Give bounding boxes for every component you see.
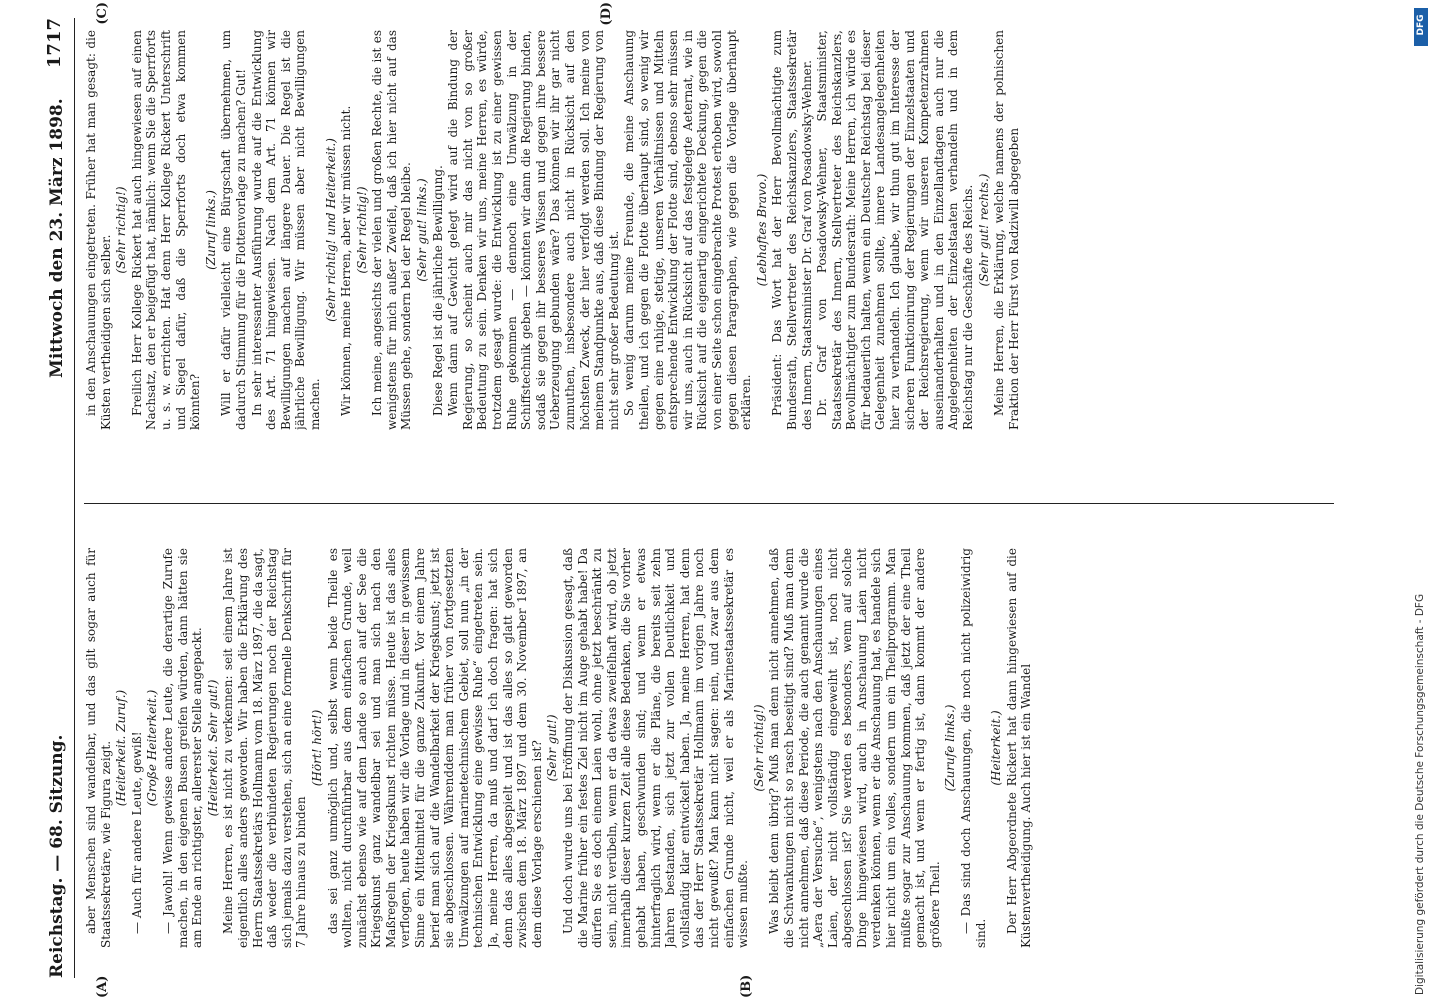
paragraph: Der Herr Abgeordnete Rickert hat dann hingewiesen auf die Küstenvertheidigung. Auch hier ist ein Wandel [1004, 548, 1034, 948]
margin-mark-b: (B) [739, 974, 754, 998]
paragraph: Und doch wurde uns bei Eröffnung der Diskussion gesagt, daß die Marine früher ein festes Ziel nicht im Auge gehabt habe! Da dürfen Sie es doch einem Laien wohl, ohne jetzt beschränkt zu sein, nicht verübeln, wenn er da etwas zweifelhaft wird, ob jetzt innerhalb dieser kurzen Zeit alle diese Bedenken, die Sie vorher gehabt haben, geschwunden sind; und wenn er etwas hinterfraglich wird, wenn er die Pläne, die bereits seit zehn Jahren bestanden, sich jetzt zur vollen Deutlichkeit und vollständig klar entwickelt haben. Ja, meine Herren, hat denn das der Herr Staatssekretär Hollmann im vorigen Jahre noch nicht gewußt? Man kann nicht sagen: nein, und zwar aus dem einfachen Grunde nicht, weil er als Marinestaatssekretär es wissen mußte. [561, 548, 751, 948]
margin-mark-c: (C) [95, 2, 110, 25]
paragraph: Diese Regel ist die jährliche Bewilligung. [430, 165, 445, 416]
page-number: 1717 [44, 18, 65, 69]
stage-direction: (Sehr richtig!) [751, 704, 766, 792]
digitization-credit: Digitalisierung gefördert durch die Deutsche Forschungsgemeinschaft - DFG [1414, 593, 1426, 995]
header-date: Mittwoch den 23. März 1898. [47, 98, 67, 378]
dfg-logo-text: DFG [1416, 14, 1426, 36]
stage-direction: (Sehr gut! rechts.) [976, 173, 991, 287]
paragraph: Freilich Herr Kollege Rickert hat auch hingewiesen auf einen Nachsatz, den er beigefügt hat, nämlich: wenn Sie die Sperrforts u. s. w. errichten. Hat denn Herr Kollege Rickert Unterschrift und Siegel dafür, daß die Sperrforts doch etwa kommen könnten? [129, 30, 203, 430]
stage-direction: (Heiterkeit. Sehr gut!) [205, 679, 220, 817]
paragraph: — Jawohl! Wenn gewisse andere Leute, die derartige Zurufe machen, in den eigenen Busen greifen würden, dann hätten sie am Ende an richtigster, allererster Stelle angepackt. [160, 548, 205, 948]
stage-direction: (Zurufe links.) [943, 704, 958, 792]
text-column-right [84, 30, 1344, 430]
paragraph: Meine Herren, es ist nicht zu verkennen: seit einem Jahre ist eigentlich alles anders geworden. Wir haben die Erklärung des Herrn Staatssekretärs Hollmann vom 18. März 1897, die da sagt, daß weder die verbündeten Regierungen noch der Reichstag sich jemals dazu verstehen, sich an eine formelle Denkschrift für 7 Jahre hinaus zu binden [221, 548, 309, 948]
stage-direction: (Hört! hört!) [309, 709, 324, 787]
paragraph: Was bleibt denn übrig? Muß man denn nicht annehmen, daß die Schwankungen nicht so rasch beseitigt sind? Muß man denn nicht annehmen, daß diese Periode, die auch genannt wurde die „Aera der Versuche“, wenigstens nach den Anschauungen eines Laien, der nicht vollständig eingeweiht ist, noch nicht abgeschlossen ist? Sie werden es besonders, wenn auf solche Dinge hingewiesen wird, auch in Anschauung Laien nicht verdenken können, wenn er die Anschauung hat, es handele sich hier nicht um ein volles, sondern um ein Theilprogramm. Man müßte sogar zur Anschauung kommen, daß jetzt der eine Theil gemacht ist, und wenn er fertig ist, dann kommt der andere größere Theil. [767, 548, 942, 948]
paragraph: in den Anschauungen eingetreten. Früher hat man gesagt: die Küsten vertheidigen sich selber. [84, 30, 113, 430]
paragraph: — Das sind doch Anschauungen, die noch nicht polizeiwidrig sind. [959, 548, 988, 948]
paragraph: das sei ganz unmöglich und, selbst wenn beide Theile es wollten, nicht durchführbar aus dem einfachen Grunde, weil zunächst ebenso wie auf dem Lande so auch auf der See die Kriegskunst ganz wandelbar sei und man sich nach den Maßregeln der Kriegskunst richten müsse. Heute ist das alles verflogen, heute haben wir die Vorlage und in dieser in gewissem Sinne ein Mittelmittel für die ganze Zukunft. Vor einem Jahre berief man sich auf die Wandelbarkeit der Kriegskunst; jetzt ist sie abgeschlossen. Währenddem man früher von fortgesetzten Umwälzungen auf marinetechnischem Gebiet, soll nun „in der technischen Entwicklung eine gewisse Ruhe“ eingetreten sein. Ja, meine Herren, da muß und darf ich doch fragen: hat sich denn das alles abgespielt und ist das alles so glatt geworden zwischen dem 18. März 1897 und dem 30. November 1897, an dem diese Vorlage erschienen ist? [325, 548, 544, 948]
paragraph: — Auch für andere Leute, gewiß! [129, 731, 144, 934]
stage-direction: (Große Heiterkeit.) [145, 689, 160, 807]
stage-direction: (Sehr richtig! und Heiterkeit.) [323, 138, 338, 322]
paragraph: So wenig darum meine Freunde, die meine Anschauung theilen, und ich gegen die Flotte überhaupt sind, so wenig wir gegen eine ruhige, stetige, unseren Verhältnissen und Mitteln entsprechende Entwicklung der Flotte sind, ebenso sehr müssen wir uns, auch in Rücksicht auf das festgelegte Aeternat, wie in Rücksicht auf die eigenartig eingerichtete Deckung, gegen die von einer Seite schon eingebrachte Protest erhoben wird, sowohl gegen diesen Paragraphen, wie gegen die Vorlage überhaupt erklären. [622, 30, 754, 430]
stage-direction: (Heiterkeit.) [989, 710, 1004, 786]
stage-direction: (Heiterkeit. Zuruf.) [114, 689, 129, 807]
stage-direction: (Sehr gut!) [545, 714, 560, 782]
paragraph: Will er dafür vielleicht eine Bürgschaft übernehmen, um dadurch Stimmung für die Flottenvorlage zu machen? Gut! [219, 30, 248, 430]
stage-direction: (Sehr gut! links.) [415, 178, 430, 282]
stage-direction: (Zuruf links.) [203, 190, 218, 270]
paragraph: Meine Herren, die Erklärung, welche namens der polnischen Fraktion der Herr Fürst von Radziwill abgegeben [992, 30, 1021, 430]
paragraph: aber Menschen sind wandelbar, und das gilt sogar auch für Staatssekretäre, wie Figura zeigt. [84, 548, 113, 948]
page-header [34, 18, 75, 978]
stage-direction: (Sehr richtig!) [114, 186, 129, 274]
column-divider [84, 503, 1334, 504]
paragraph: In sehr interessanter Ausführung wurde auf die Entwicklung des Art. 71 hingewiesen. Nach dem Art. 71 können wir Bewilligungen machen auf längere Dauer. Die Regel ist die jährliche Bewilligung. Wir müssen aber nicht Bewilligungen machen. [249, 30, 322, 430]
header-title: Reichstag. — 68. Sitzung. [47, 734, 67, 978]
paragraph: Wenn dann auf Gewicht gelegt wird auf die Bindung der Regierung, so scheint auch mir das nicht von so großer Bedeutung zu sein. Denken wir uns, meine Herren, es würde, trotzdem gesagt wurde: die Entwicklung ist zu einer gewissen Ruhe gekommen — dennoch eine Umwälzung in der Schiffstechnik geben — könnten wir dann die Regierung binden, sodaß sie gegen ihr besseres Wissen und gegen ihre bessere Ueberzeugung gebunden wäre? Das können wir ihr gar nicht zumuthen, insbesondere auch nicht in Rücksicht auf den höchsten Zweck, der hier verfolgt werden soll. Ich meine von meinem Standpunkte aus, daß diese Bindung der Regierung von nicht sehr großer Bedeutung ist. [446, 30, 621, 430]
paragraph: Ich meine, angesichts der vielen und großen Rechte, die ist es wenigstens für mich außer Zweifel, daß ich hier nicht auf das Müssen gehe, sondern bei der Regel bleibe. [370, 30, 414, 430]
paragraph: Dr. Graf von Posadowsky-Wehner, Staatsminister, Staatssekretär des Innern, Stellvertreter des Reichskanzlers, Bevollmächtigter zum Bundesrath: Meine Herren, ich würde es für bedauerlich halten, wenn ein Deutscher Reichstag bei dieser Gelegenheit zunehmen sollte, innere Landesangelegenheiten hier zu verhandeln. Ich glaube, wir thun gut im Interesse der sicheren Funktionirung der Regierungen der Einzelstaaten und der Reichsregierung, wenn wir unseren Kompetenzrahmen auseinanderhalten und in den Einzellandtagen auch nur die Angelegenheiten der Einzelstaaten verhandeln und in dem Reichstag nur die Geschäfte des Reichs. [815, 30, 976, 430]
margin-mark-d: (D) [599, 2, 614, 26]
paragraph: Wir können, meine Herren, aber wir müssen nicht. [339, 105, 354, 416]
stage-direction: (Lebhaftes Bravo.) [754, 173, 769, 287]
margin-mark-a: (A) [95, 975, 110, 998]
paragraph: Präsident: Das Wort hat der Herr Bevollmächtigte zum Bundesrath, Stellvertreter des Reichskanzlers, Staatssekretär des Innern, Staatsminister Dr. Graf von Posadowsky-Wehner. [770, 30, 814, 430]
credit-strip [1408, 0, 1432, 1000]
stage-direction: (Sehr richtig!) [354, 186, 369, 274]
text-column-left [84, 548, 1344, 948]
